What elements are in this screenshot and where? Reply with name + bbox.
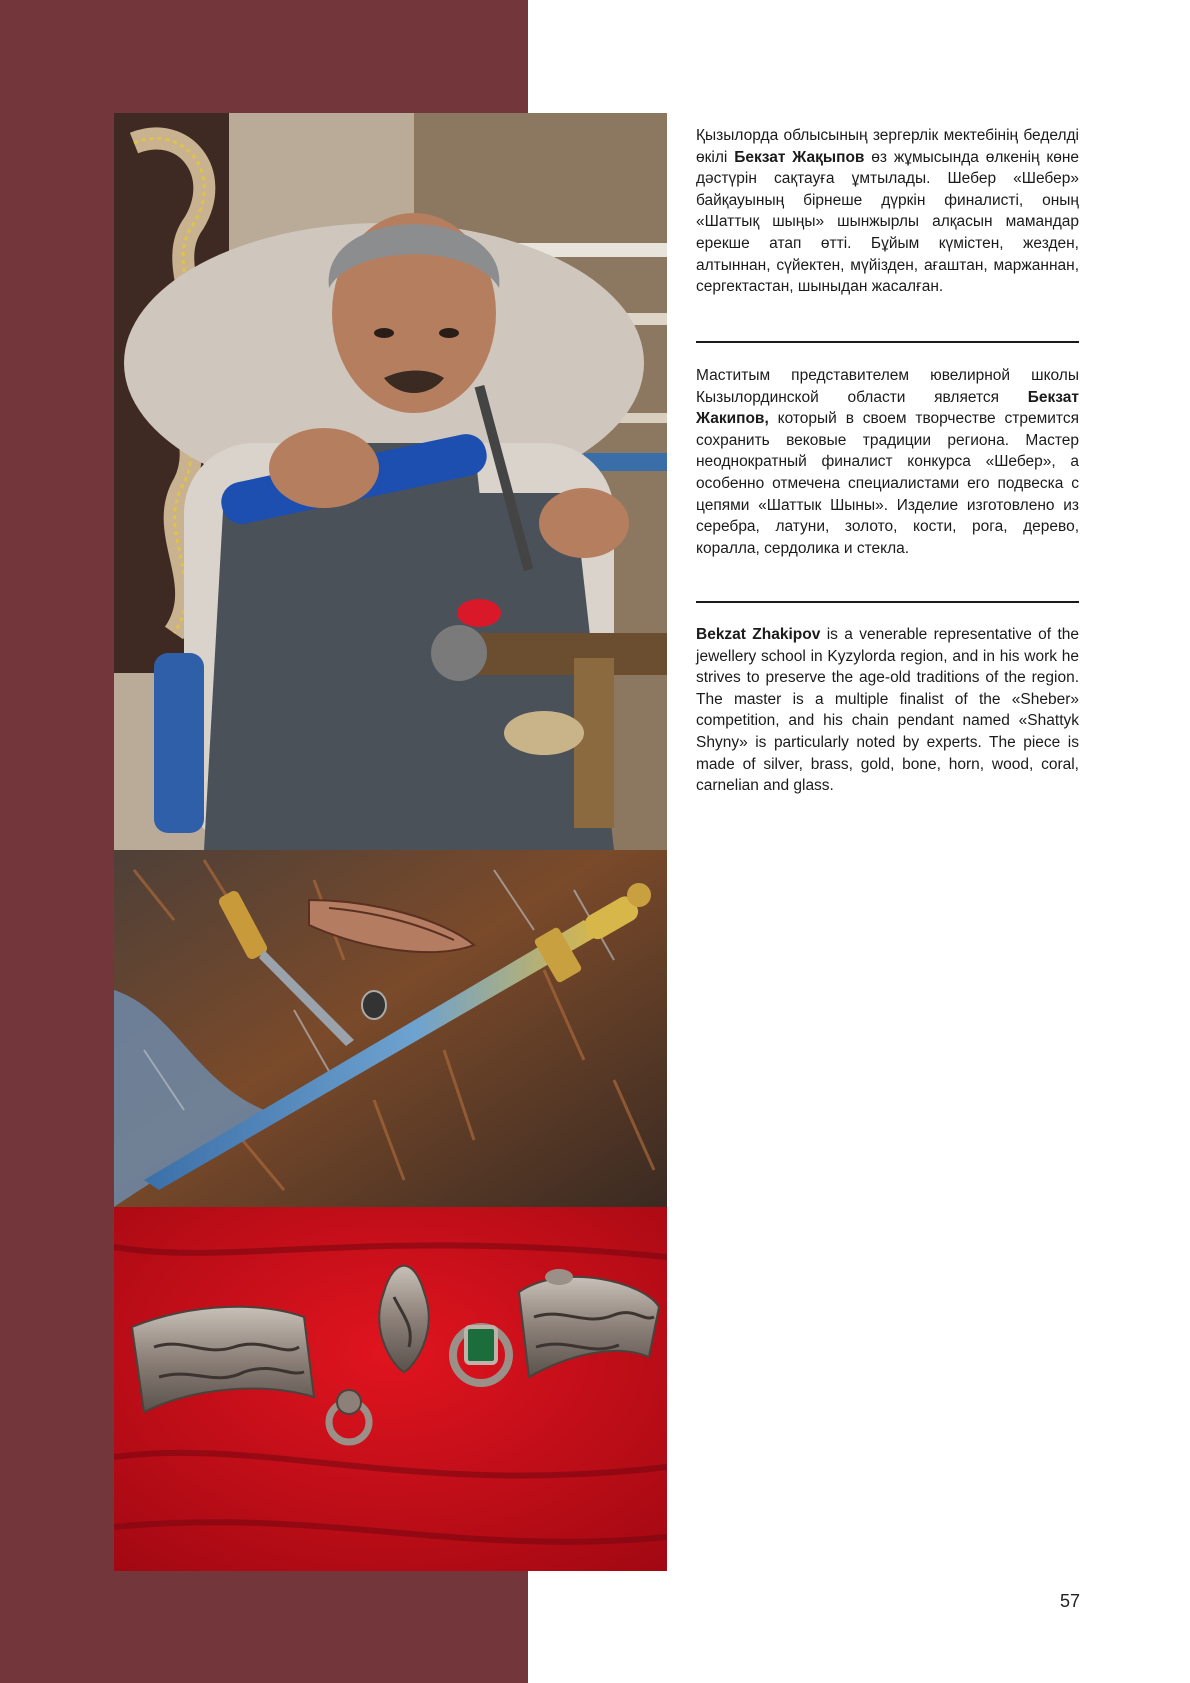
jewelry-photo bbox=[114, 1207, 667, 1571]
russian-paragraph-block bbox=[696, 365, 1079, 559]
kazakh-master-name: Бекзат Жақыпов bbox=[734, 148, 865, 166]
knives-illustration bbox=[114, 850, 667, 1207]
section-divider-1 bbox=[696, 341, 1079, 343]
jewelry-illustration bbox=[114, 1207, 667, 1571]
english-text-rest: is a venerable representative of the jewellery school in Kyzylorda region, and in his work he strives to preserve the age-old traditions of the region. The master is a multiple finalist of the «Sheber» competition, and his chain pendant named «Shattyk Shyny» is particularly noted by experts. The piece is made of silver, brass, gold, bone, horn, wood, coral, carnelian and glass. bbox=[696, 626, 1079, 795]
russian-text-rest: который в своем творчестве стремится сохранить вековые традиции региона. Мастер неоднократный финалист конкурса «Шебер», а особенно отмечена специалистами его подвеска с цепями «Шаттык Шыны». Изделие изготовлено из серебра, латуни, золото, кости, рога, дерево, коралла, сердолика и стекла. bbox=[696, 410, 1079, 557]
kazakh-paragraph bbox=[696, 125, 1079, 298]
english-master-name: Bekzat Zhakipov bbox=[696, 626, 821, 643]
craftsman-photo bbox=[114, 113, 667, 850]
section-divider-2 bbox=[696, 601, 1079, 603]
craftsman-illustration bbox=[114, 113, 667, 850]
kazakh-text-start: Қызылорда облысының зергерлік мектебінің беделді өкілі bbox=[696, 127, 1079, 166]
kazakh-text-rest: өз жұмысында өлкенің көне дәстүрін сақтауға ұмтылады. Шебер «Шебер» байқауының бірнеше дүркін финалисті, оның «Шаттық шыңы» шынжырлы алқасын мамандар ерекше атап өтті. Бұйым күмістен, жезден, алтыннан, сүйектен, мүйізден, ағаштан, маржаннан, сергектастан, шыныдан жасалған. bbox=[696, 148, 1079, 296]
russian-paragraph bbox=[696, 365, 1079, 559]
english-paragraph-block bbox=[696, 624, 1079, 797]
russian-text-start: Маститым представителем ювелирной школы Кызылординской области является bbox=[696, 367, 1079, 406]
kazakh-paragraph-block bbox=[696, 125, 1079, 298]
russian-master-name: Бекзат Жакипов, bbox=[696, 388, 1079, 428]
knives-photo bbox=[114, 850, 667, 1207]
english-paragraph bbox=[696, 624, 1079, 797]
page-number: 57 bbox=[1059, 1591, 1080, 1611]
